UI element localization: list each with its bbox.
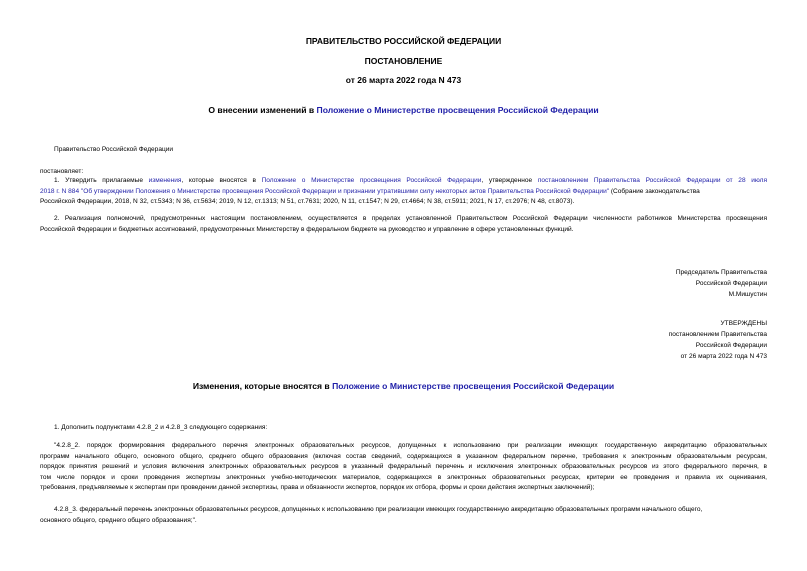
approved-by: постановлением Правительства xyxy=(668,331,767,338)
intro-government: Правительство Российской Федерации xyxy=(54,146,174,153)
changes-title-regulation-link[interactable]: Положение о Министерстве просвещения Российской Федерации xyxy=(332,381,615,391)
title-regulation-link[interactable]: Положение о Министерстве просвещения Российской Федерации xyxy=(316,105,599,115)
item-1-text-c: , утвержденное xyxy=(481,177,538,184)
subitem-4-2-8-2-line-1: "4.2.8_2. порядок формирования федерального перечня электронных образовательных ресурсов, допущенных к использованию при реализации имеющих государственную аккредитацию образовательных xyxy=(54,442,767,449)
subitem-4-2-8-3-line-2: основного общего, среднего общего образования;". xyxy=(40,516,197,524)
signature-role-1: Председатель Правительства xyxy=(675,269,767,276)
approved-word: УТВЕРЖДЕНЫ xyxy=(720,320,767,327)
subitem-4-2-8-2-line-2: программ начального общего, основного общего, среднего общего образования (включая состав сведений, содержащихся в указанном федеральном перечне, требования к электронным образовательным ресурсам, xyxy=(40,452,767,460)
subitem-4-2-8-2-line-3: порядок принятия решений и условия включения электронных образовательных ресурсов в указанный федеральный перечень и исключения электронных образовательных ресурсов из этого федерального перечня, в xyxy=(40,463,767,470)
intro-decides: постановляет: xyxy=(40,168,84,175)
subitem-4-2-8-3 xyxy=(40,505,767,526)
item-2-line-1: 2. Реализация полномочий, предусмотренных настоящим постановлением, осуществляется в пределах установленной Правительством Российской Федерации численности работников Министерства просвещения xyxy=(54,215,767,222)
changes-title-prefix: Изменения, которые вносятся в xyxy=(192,381,333,391)
change-1-intro: 1. Дополнить подпунктами 4.2.8_2 и 4.2.8_3 следующего содержания: xyxy=(54,424,268,431)
government-header: ПРАВИТЕЛЬСТВО РОССИЙСКОЙ ФЕДЕРАЦИИ xyxy=(305,36,502,46)
approved-org: Российской Федерации xyxy=(695,342,767,349)
item-1-paragraph xyxy=(40,176,767,208)
subitem-4-2-8-2-line-4: том числе порядок и сроки проведения экспертизы электронных учебно-методических материалов, содержащихся в электронных образовательных ресурсах, критерии ее проведения и правила их оценивания, xyxy=(40,473,767,481)
document-title xyxy=(0,105,807,115)
document-date-number: от 26 марта 2022 года N 473 xyxy=(345,75,462,85)
changes-title xyxy=(0,381,807,391)
regulation-link[interactable]: Положение о Министерстве просвещения Российской Федерации xyxy=(261,177,482,184)
subitem-4-2-8-3-line-1: 4.2.8_3. федеральный перечень электронных образовательных ресурсов, допущенных к использованию при реализации имеющих государственную аккредитацию образовательных программ начального общего, xyxy=(54,506,703,513)
item-1-text-d: (Собрание законодательства xyxy=(609,187,700,195)
subitem-4-2-8-2 xyxy=(40,441,767,494)
title-prefix: О внесении изменений в xyxy=(208,105,317,115)
item-1-text-b: , которые вносятся в xyxy=(181,177,262,184)
signature-name: М.Мишустин xyxy=(728,291,767,298)
item-2-line-2: Российской Федерации и бюджетных ассигнований, предусмотренных Министерству в федеральном бюджете на руководство и управление в сфере установленных функций. xyxy=(40,225,574,233)
decree-884-link-part1[interactable]: постановлением Правительства Российской Федерации от 28 июля xyxy=(537,177,768,184)
subitem-4-2-8-2-line-5: требования, предъявляемые к экспертам при проведении данной экспертизы, права и обязанности экспертов, порядок их отбора, формы и сроки действия экспертных заключений); xyxy=(40,484,595,491)
item-1-text-e: Российской Федерации, 2018, N 32, ст.5343; N 36, ст.5634; 2019, N 12, ст.1313; N 51, ст.7631; 2020, N 11, ст.1547; N 29, ст.4664; N 38, ст.5911; 2021, N 17, ст.2976; N 48, ст.8073). xyxy=(40,198,575,205)
item-2-paragraph xyxy=(40,214,767,235)
approved-date: от 26 марта 2022 года N 473 xyxy=(680,353,767,360)
decree-884-link-part2[interactable]: 2018 г. N 884 "Об утверждении Положения о Министерстве просвещения Российской Федерации и признании утратившими силу некоторых актов Правительства Российской Федерации" xyxy=(40,187,610,195)
document-type: ПОСТАНОВЛЕНИЕ xyxy=(364,56,443,66)
item-1-text-a: 1. Утвердить прилагаемые xyxy=(54,177,149,184)
signature-role-2: Российской Федерации xyxy=(695,280,767,287)
changes-link[interactable]: изменения xyxy=(148,177,182,184)
